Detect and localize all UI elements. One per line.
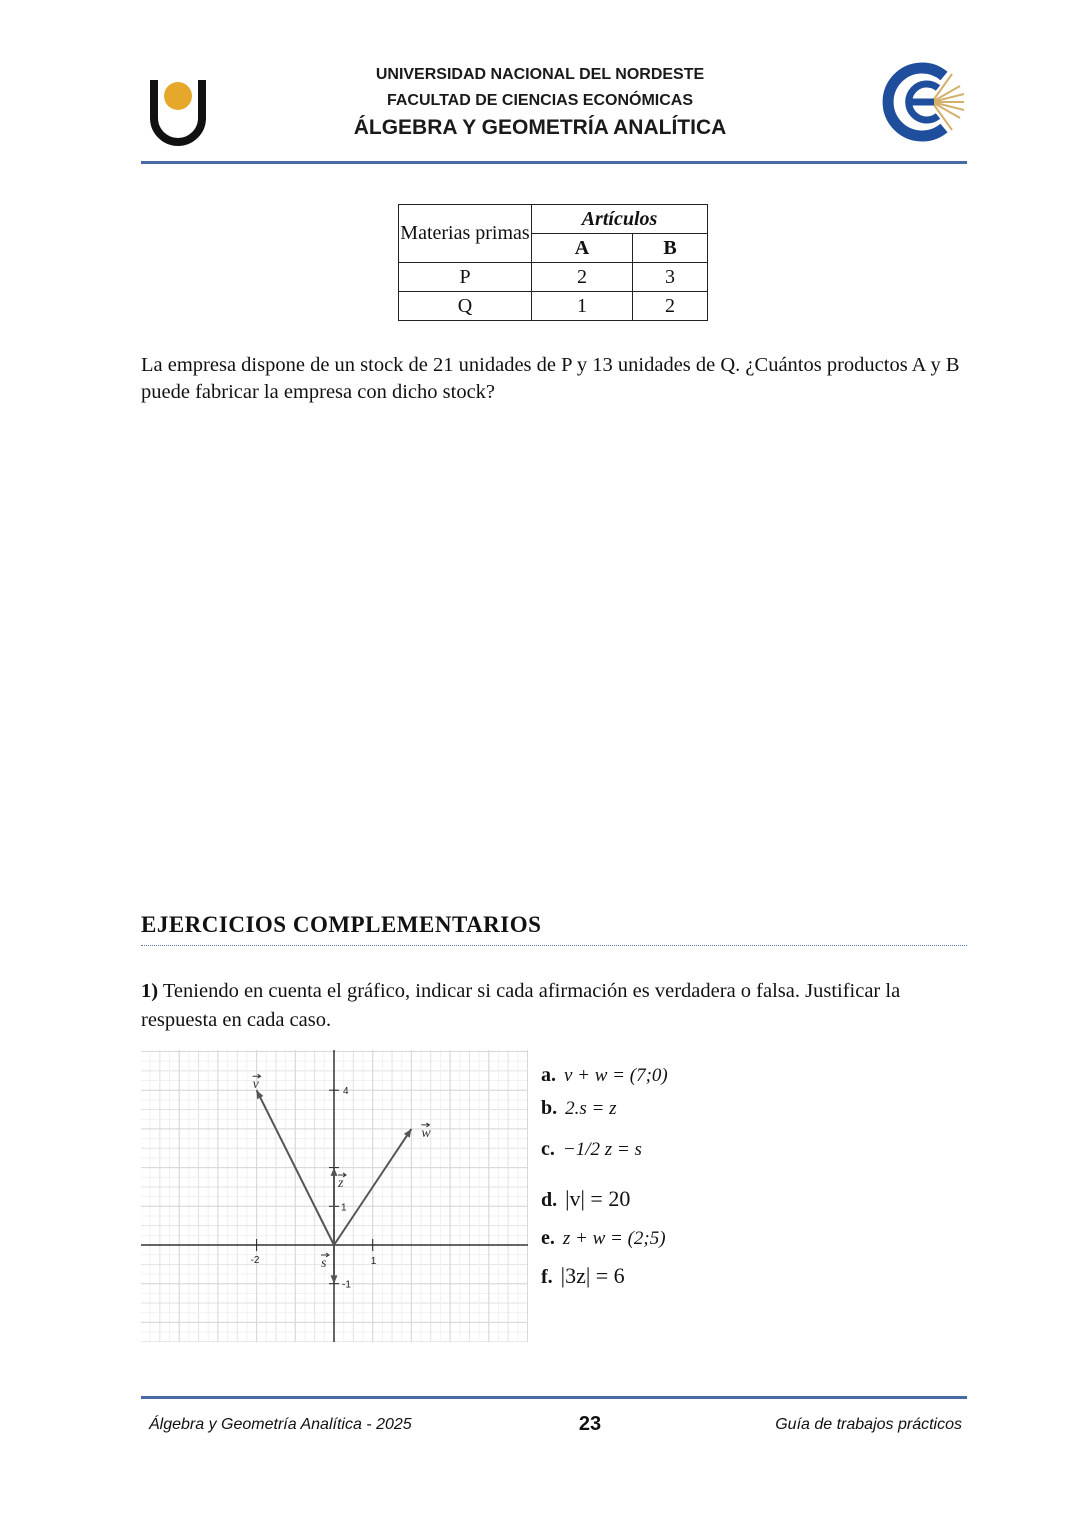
vector-label-s: s	[321, 1256, 327, 1271]
statement-d	[541, 1186, 630, 1212]
statement-text: |3z| = 6	[560, 1263, 625, 1288]
corner-header: Materias primas	[399, 205, 532, 263]
statement-e	[541, 1227, 666, 1250]
exercise-text	[141, 977, 971, 1035]
row-label: P	[399, 263, 532, 292]
statement-letter: f.	[541, 1266, 553, 1288]
statement-c	[541, 1138, 642, 1161]
university-name: UNIVERSIDAD NACIONAL DEL NORDESTE	[375, 66, 705, 83]
footer-rule	[141, 1396, 967, 1399]
statement-letter: e.	[541, 1227, 555, 1249]
tick-label-y-4: 4	[343, 1086, 349, 1098]
raw-materials-table	[398, 204, 708, 321]
section-title: EJERCICIOS COMPLEMENTARIOS	[141, 912, 542, 937]
footer-left: Álgebra y Geometría Analítica - 2025	[149, 1416, 412, 1433]
tick-label-x-1: 1	[370, 1256, 377, 1267]
statement-letter: c.	[541, 1138, 555, 1160]
fce-logo	[882, 62, 966, 142]
vector-graph	[141, 1050, 528, 1342]
statement-text: z + w = (2;5)	[562, 1228, 666, 1249]
page-number: 23	[578, 1413, 602, 1435]
statement-text: 2.s = z	[565, 1098, 617, 1119]
header-rule	[141, 161, 967, 164]
faculty-name: FACULTAD DE CIENCIAS ECONÓMICAS	[386, 92, 694, 109]
table-row	[399, 292, 708, 321]
group-header: Artículos	[532, 205, 708, 234]
tick-label-x-neg2: -2	[250, 1255, 260, 1266]
statement-text: |v| = 20	[565, 1186, 631, 1211]
exercise-number: 1)	[141, 980, 159, 1002]
footer-right: Guía de trabajos prácticos	[775, 1416, 962, 1433]
statement-f	[541, 1263, 625, 1289]
statement-b	[541, 1097, 616, 1120]
cell: 3	[633, 263, 708, 292]
col-header: B	[633, 234, 708, 263]
exercise-statement: Teniendo en cuenta el gráfico, indicar si cada afirmación es verdadera o falsa. Justificar la respuesta en cada caso.	[141, 980, 901, 1031]
statement-letter: a.	[541, 1064, 556, 1086]
row-label: Q	[399, 292, 532, 321]
statement-a	[541, 1064, 668, 1087]
problem-text: La empresa dispone de un stock de 21 unidades de P y 13 unidades de Q. ¿Cuántos productos A y B puede fabricar la empresa con dicho stock?	[141, 354, 960, 403]
statement-letter: d.	[541, 1189, 558, 1211]
cell: 2	[532, 263, 633, 292]
statement-letter: b.	[541, 1097, 558, 1119]
cell: 1	[532, 292, 633, 321]
cell: 2	[633, 292, 708, 321]
vector-label-w: w	[421, 1125, 431, 1141]
col-header: A	[532, 234, 633, 263]
statement-text: −1/2 z = s	[562, 1139, 642, 1160]
tick-label-y-neg1: -1	[342, 1279, 351, 1291]
statement-text: v + w = (7;0)	[564, 1065, 668, 1086]
vector-label-z: z	[338, 1175, 344, 1191]
tick-label-y-1: 1	[341, 1202, 347, 1214]
vector-label-v: v	[252, 1077, 259, 1093]
section-divider	[141, 945, 967, 946]
course-title: ÁLGEBRA Y GEOMETRÍA ANALÍTICA	[353, 116, 727, 139]
table-row	[399, 263, 708, 292]
